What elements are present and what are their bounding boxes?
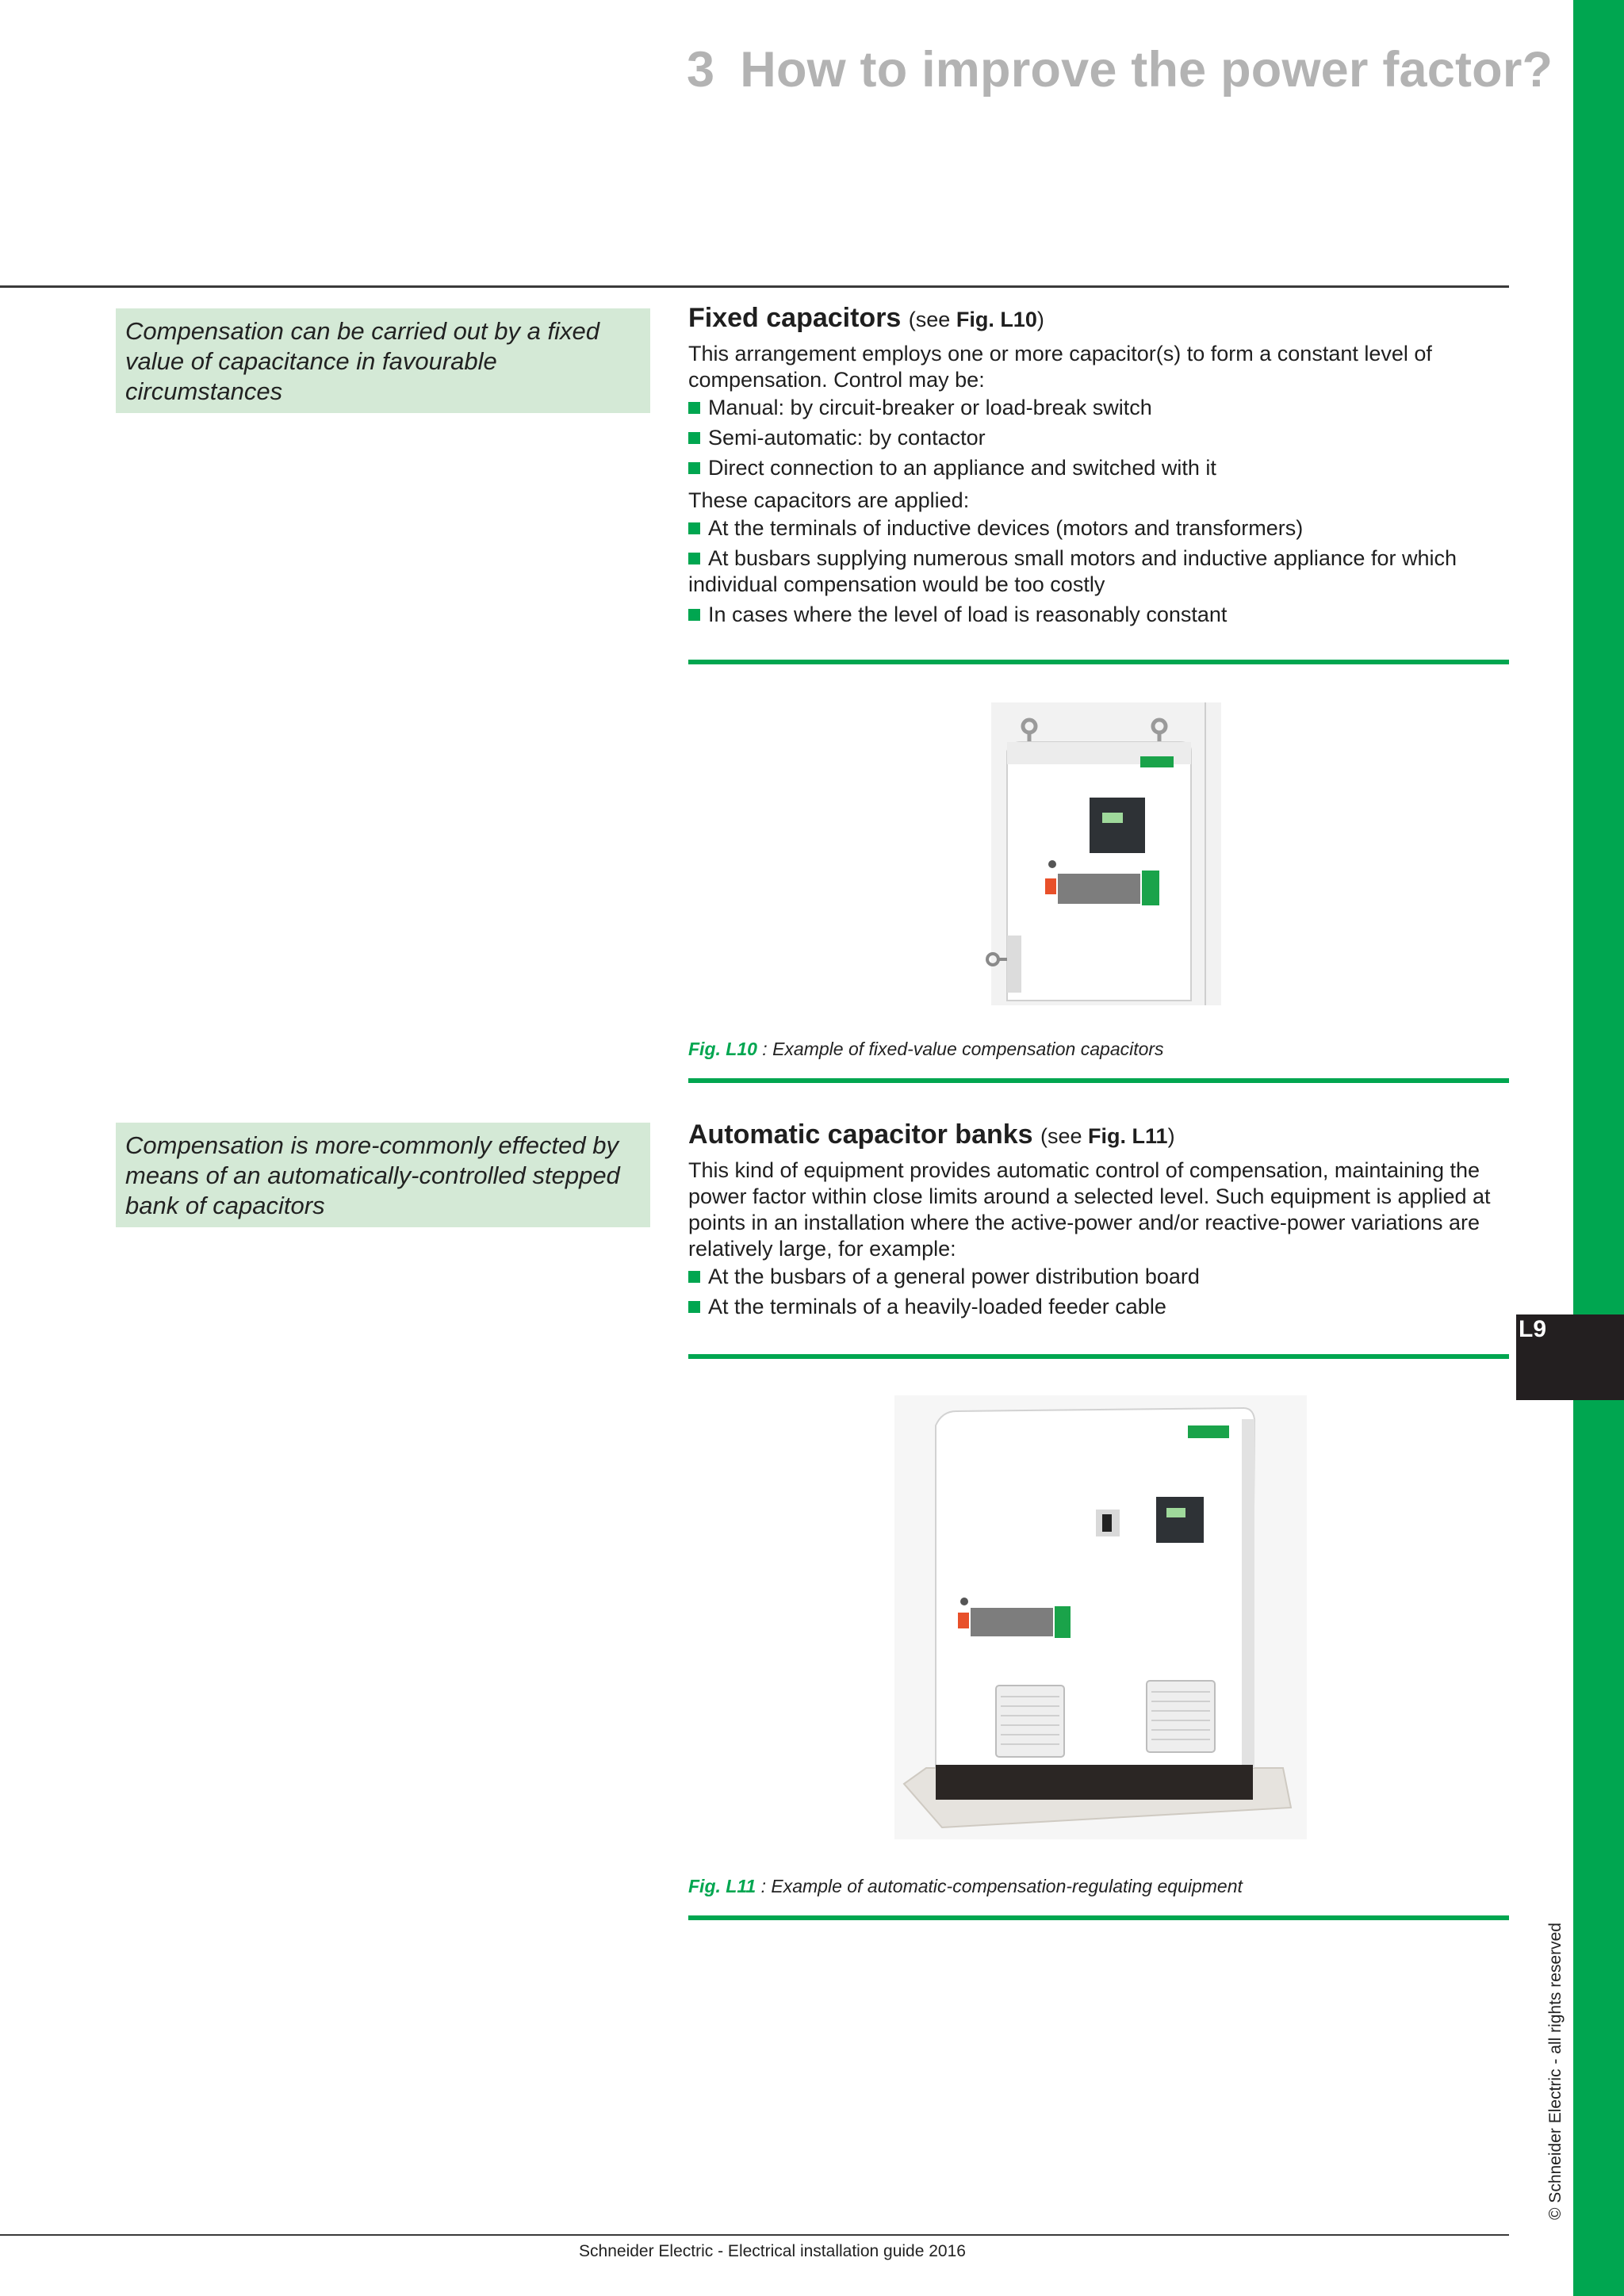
bullet-square-icon [688, 402, 700, 414]
section-heading [688, 301, 1513, 336]
list-item-text: At the busbars of a general power distribution board [708, 1265, 1200, 1288]
list-item-text: At the terminals of a heavily-loaded feeder cable [708, 1295, 1166, 1318]
chapter-title-text: How to improve the power factor? [740, 42, 1553, 98]
sidenote-fixed-capacitors: Compensation can be carried out by a fixed value of capacitance in favourable circumstances [116, 308, 650, 413]
figure-number: Fig. L11 [688, 1876, 756, 1896]
bullet-square-icon [688, 609, 700, 621]
applied-list [688, 515, 1513, 628]
figure-caption-text: : Example of fixed-value compensation capacitors [756, 1039, 1164, 1059]
list-item [688, 1264, 1513, 1290]
bullet-square-icon [688, 1271, 700, 1283]
see-suffix: ) [1036, 308, 1044, 331]
see-prefix: (see [1040, 1124, 1089, 1148]
list-item [688, 425, 1513, 451]
intro-paragraph: This kind of equipment provides automatic control of compensation, maintaining the power factor within close limits around a selected level. Such equipment is applied at points in an installation where the active-power and/or reactive-power variations are relatively large, for example: [688, 1158, 1491, 1261]
see-prefix: (see [908, 308, 956, 331]
bullet-square-icon [688, 522, 700, 534]
list-item-text: Manual: by circuit-breaker or load-break switch [708, 396, 1152, 419]
figure-bottom-rule [688, 1078, 1509, 1083]
list-item [688, 515, 1513, 541]
chapter-number: 3 [687, 42, 715, 98]
see-suffix: ) [1167, 1124, 1175, 1148]
figure-top-rule [688, 1354, 1509, 1359]
figure-top-rule [688, 660, 1509, 664]
page-number-label: L9 [1519, 1316, 1547, 1342]
bullet-square-icon [688, 432, 700, 444]
figure-number: Fig. L10 [688, 1039, 757, 1059]
figure-caption-l10 [688, 1039, 1164, 1060]
list-item-text: Semi-automatic: by contactor [708, 426, 986, 450]
list-item [688, 602, 1513, 628]
side-color-bar [1573, 0, 1624, 2296]
section-fixed-capacitors [688, 301, 1513, 634]
figure-caption-text: : Example of automatic-compensation-regulating equipment [756, 1876, 1243, 1896]
list-item-text: In cases where the level of load is reasonably constant [708, 603, 1228, 626]
list-item [688, 455, 1513, 481]
section-heading [688, 1118, 1513, 1153]
heading-text: Automatic capacitor banks [688, 1119, 1033, 1150]
bullet-square-icon [688, 553, 700, 564]
sidenote-automatic-banks: Compensation is more-commonly effected by means of an automatically-controlled stepped bank of capacitors [116, 1123, 650, 1227]
chapter-title [687, 41, 1553, 98]
footer-divider [0, 2234, 1509, 2236]
intro-paragraph: This arrangement employs one or more capacitor(s) to form a constant level of compensation. Control may be: [688, 342, 1432, 392]
list-item-text: Direct connection to an appliance and switched with it [708, 456, 1216, 480]
list-item [688, 545, 1513, 598]
figure-reference [909, 308, 1044, 331]
control-list [688, 395, 1513, 481]
header-divider [0, 285, 1509, 288]
figure-caption-l11 [688, 1876, 1243, 1897]
figure-reference [1040, 1124, 1175, 1148]
list-item-text: At the terminals of inductive devices (motors and transformers) [708, 516, 1304, 540]
fixed-capacitor-cabinet-image [975, 698, 1229, 1015]
see-ref: Fig. L10 [956, 308, 1037, 331]
bullet-square-icon [688, 1301, 700, 1313]
list-item [688, 1294, 1513, 1320]
applied-intro: These capacitors are applied: [688, 488, 970, 512]
footer [0, 2242, 1624, 2261]
list-item [688, 395, 1513, 421]
figure-bottom-rule [688, 1915, 1509, 1920]
automatic-capacitor-bank-image [894, 1395, 1307, 1839]
section-automatic-capacitor-banks [688, 1118, 1513, 1326]
example-list [688, 1264, 1513, 1320]
list-item-text: At busbars supplying numerous small motors and inductive appliance for which individual compensation would be too costly [688, 546, 1457, 596]
footer-text: Schneider Electric - Electrical installation guide 2016 [579, 2242, 966, 2260]
heading-text: Fixed capacitors [688, 303, 902, 333]
see-ref: Fig. L11 [1088, 1124, 1168, 1148]
copyright-notice: © Schneider Electric - all rights reserved [1546, 1923, 1565, 2220]
bullet-square-icon [688, 462, 700, 474]
